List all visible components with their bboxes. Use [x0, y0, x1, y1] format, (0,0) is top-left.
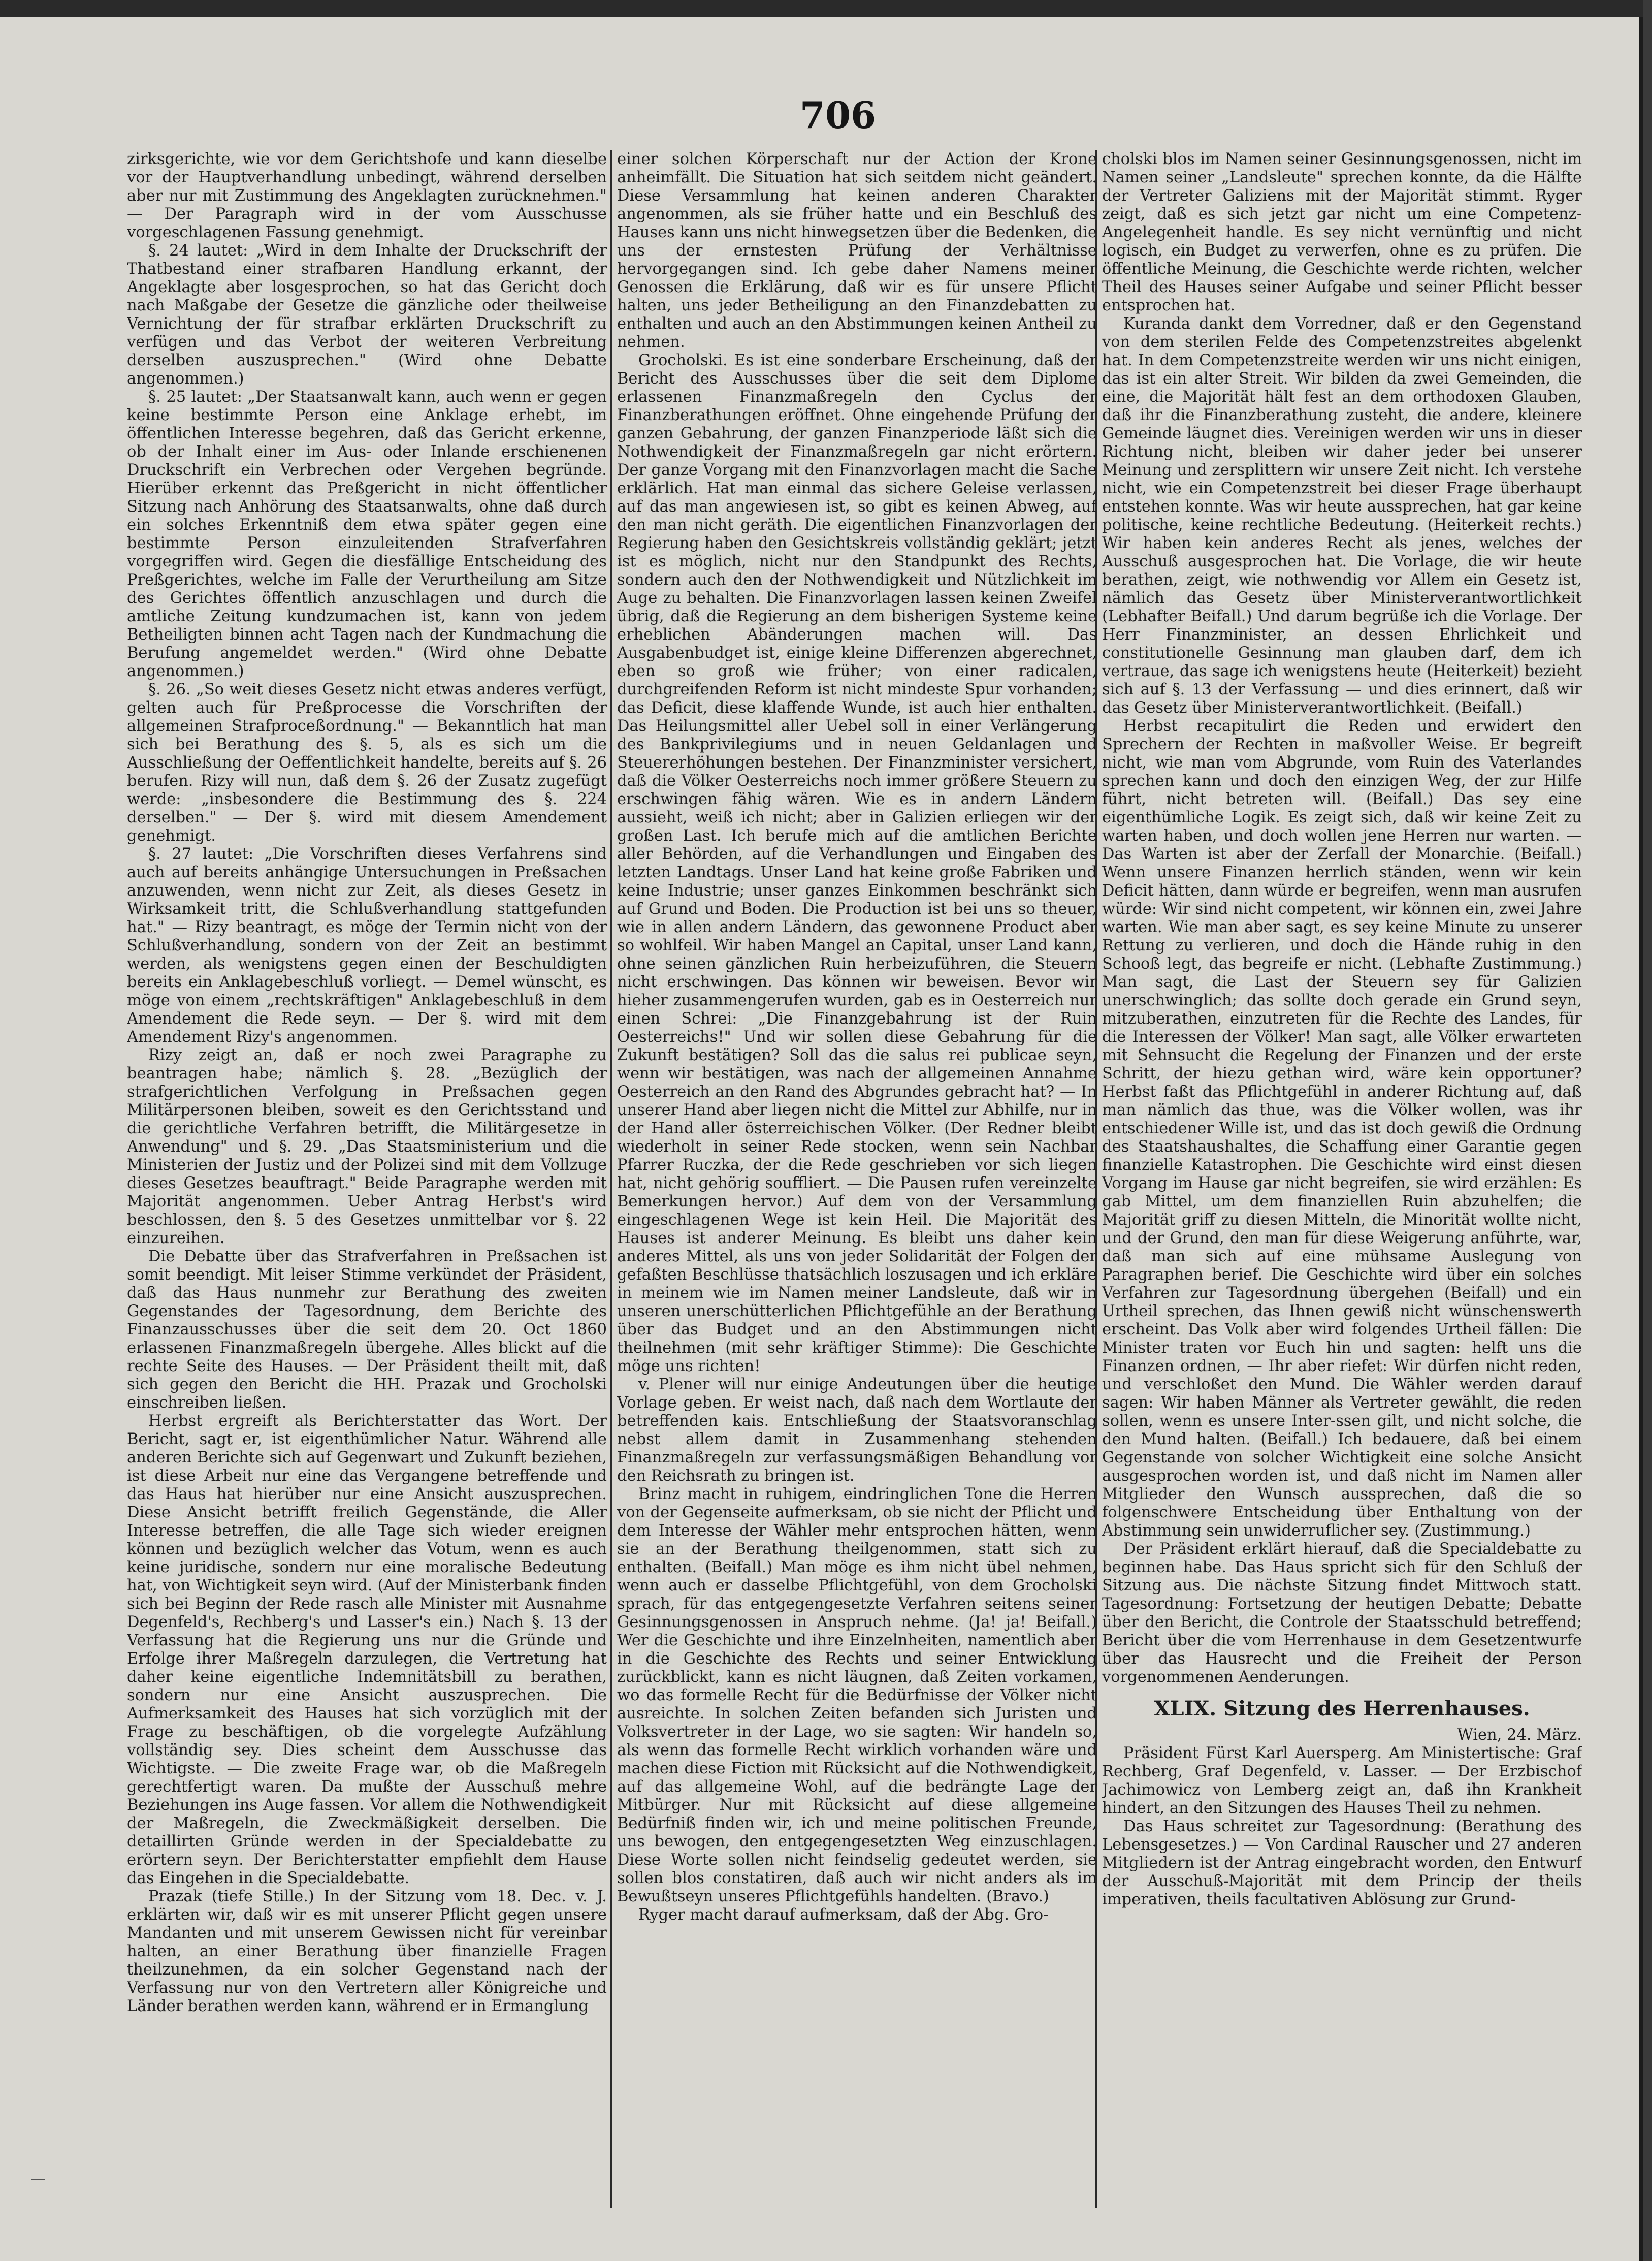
- section-heading: XLIX. Sitzung des Herrenhauses.: [1154, 1697, 1530, 1721]
- paragraph: §. 25 lautet: „Der Staatsanwalt kann, auch wenn er gegen keine bestimmte Person eine Anklage erhebt, im öffentlichen Interesse begehren, daß das Gericht erkenne, ob der Inhalt einer im Aus- oder Inlande erschienenen Druckschrift ein Verbrechen oder Vergehen begründe. Hierüber erkennt das Preßgericht in nicht öffentlicher Sitzung nach Anhörung des Staatsanwalts, ohne daß durch ein solches Erkenntniß dem etwa später gegen eine bestimmte Person einzuleitenden Strafverfahren vorgegriffen wird. Gegen die diesfällige Entscheidung des Preßgerichtes, welche im Falle der Verurtheilung am Sitze des Gerichtes öffentlich anzuschlagen und durch die amtliche Zeitung kundzumachen ist, kann von jedem Betheiligten binnen acht Tagen nach der Kundmachung die Berufung angemeldet werden." (Wird ohne Debatte angenommen.): [127, 388, 607, 680]
- column-1: [127, 150, 607, 2233]
- column-rule-1: [610, 150, 612, 2208]
- page-number: 706: [799, 93, 877, 137]
- paragraph: zirksgerichte, wie vor dem Gerichtshofe und kann dieselbe vor der Hauptverhandlung unbedingt, während derselben aber nur mit Zustimmung des Angeklagten zurücknehmen." — Der Paragraph wird in der vom Ausschusse vorgeschlagenen Fassung genehmigt.: [127, 150, 607, 241]
- paragraph: Herbst recapitulirt die Reden und erwidert den Sprechern der Rechten in maßvoller Weise. Er begreift nicht, wie man vom Abgrunde, vom Ruin des Vaterlandes sprechen kann und doch den einzigen Weg, der zur Hilfe führt, nicht betreten will. (Beifall.) Das sey eine eigenthümliche Logik. Es zeigt sich, daß wir keine Zeit zu warten haben, und doch wollen jene Herren nur warten. — Das Warten ist aber der Zerfall der Monarchie. (Beifall.) Wenn unsere Finanzen herrlich ständen, wenn wir kein Deficit hätten, dann würde er begreifen, wenn man ausrufen würde: Wir sind nicht competent, wir können ein, zwei Jahre warten. Wie man aber sagt, es sey keine Minute zu unserer Rettung zu verlieren, und doch die Hände ruhig in den Schooß legt, das begreife er nicht. (Lebhafte Zustimmung.) Man sagt, die Last der Steuern sey für Galizien unerschwinglich; das sollte doch gerade ein Grund seyn, mitzuberathen, einzutreten für die Rechte des Landes, für die Interessen der Völker! Man sagt, alle Völker erwarteten mit Sehnsucht die Regelung der Finanzen und der erste Schritt, der hiezu gethan wird, wäre kein opportuner? Herbst faßt das Pflichtgefühl in anderer Richtung auf, daß man nämlich das thue, was die Völker wollen, was ihr entschiedener Wille ist, und das ist doch gewiß die Ordnung des Staatshaushaltes, die Schaffung einer Garantie gegen finanzielle Katastrophen. Die Geschichte wird einst diesen Vorgang im Hause gar nicht begreifen, sie wird erzählen: Es gab Mittel, um dem finanziellen Ruin abzuhelfen; die Majorität griff zu diesen Mitteln, die Minorität wollte nicht, und der Grund, den man für diese Weigerung anführte, war, daß man sich auf eine mühsame Auslegung von Paragraphen berief. Die Geschichte wird über ein solches Verfahren zur Tagesordnung übergehen (Beifall) und ein Urtheil sprechen, das Ihnen gewiß nicht wünschenswerth erscheint. Das Volk aber wird folgendes Urtheil fällen: Die Minister traten vor Euch hin und sagten: helft uns die Finanzen ordnen, — Ihr aber riefet: Wir dürfen nicht reden, und verschloßet den Mund. Die Wähler werden darauf sagen: Wir haben Männer als Vertreter gewählt, die reden sollen, wenn es unsere Inter-ssen gilt, und nicht solche, die den Mund halten. (Beifall.) Ich bedauere, daß bei einem Gegenstande von solcher Wichtigkeit eine solche Ansicht ausgesprochen worden ist, und daß nicht im Namen aller Mitglieder den Wunsch aussprechen, daß die so folgenschwere Entscheidung über Enthaltung von der Abstimmung sein unwiderruflicher sey. (Zustimmung.): [1102, 717, 1582, 1540]
- paragraph: einer solchen Körperschaft nur der Action der Krone anheimfällt. Die Situation hat sich seitdem nicht geändert. Diese Versammlung hat keinen anderen Charakter angenommen, als sie früher hatte und ein Beschluß des Hauses kann uns nicht hinwegsetzen über die Bedenken, die uns der ernstesten Prüfung der Verhältnisse hervorgegangen sind. Ich gebe daher Namens meiner Genossen die Erklärung, daß wir es für unsere Pflicht halten, uns jeder Betheiligung an den Finanzdebatten zu enthalten und auch an den Abstimmungen keinen Antheil zu nehmen.: [617, 150, 1097, 351]
- newspaper-page: [0, 17, 1639, 2261]
- paragraph: Die Debatte über das Strafverfahren in Preßsachen ist somit beendigt. Mit leiser Stimme verkündet der Präsident, daß das Haus nunmehr zur Berathung des zweiten Gegenstandes der Tagesordnung, dem Berichte des Finanzausschusses über die seit dem 20. Oct 1860 erlassenen Finanzmaßregeln übergehe. Alles blickt auf die rechte Seite des Hauses. — Der Präsident theilt mit, daß sich gegen den Bericht die HH. Prazak und Grocholski einschreiben ließen.: [127, 1248, 607, 1412]
- paragraph: Der Präsident erklärt hierauf, daß die Specialdebatte zu beginnen habe. Das Haus spricht sich für den Schluß der Sitzung aus. Die nächste Sitzung findet Mittwoch statt. Tagesordnung: Fortsetzung der heutigen Debatte; Debatte über den Bericht, die Controle der Staatsschuld betreffend; Bericht über die vom Herrenhause in dem Gesetzentwurfe über das Hausrecht und die Freiheit der Person vorgenommenen Aenderungen.: [1102, 1540, 1582, 1686]
- paragraph: Grocholski. Es ist eine sonderbare Erscheinung, daß der Bericht des Ausschusses über die seit dem Diplome erlassenen Finanzmaßregeln den Cyclus der Finanzberathungen eröffnet. Ohne eingehende Prüfung der ganzen Gebahrung, der ganzen Finanzperiode läßt sich die Nothwendigkeit der Finanzmaßregeln gar nicht erörtern. Der ganze Vorgang mit den Finanzvorlagen macht die Sache erklärlich. Hat man einmal das sichere Geleise verlassen, auf das man angewiesen ist, so gibt es keinen Abweg, auf den man nicht geräth. Die eigentlichen Finanzvorlagen der Regierung haben den Gesichtskreis vollständig geklärt; jetzt ist es möglich, nicht nur den Standpunkt des Rechts, sondern auch den der Nothwendigkeit und Nützlichkeit im Auge zu behalten. Die Finanzvorlagen lassen keinen Zweifel übrig, daß die Regierung an dem bisherigen Systeme keine erheblichen Abänderungen machen will. Das Ausgabenbudget ist, einige kleine Differenzen abgerechnet, eben so groß wie früher; von einer radicalen, durchgreifenden Reform ist nicht mindeste Spur vorhanden; das Deficit, diese klaffende Wunde, ist auch hier enthalten. Das Heilungsmittel aller Uebel soll in einer Verlängerung des Bankprivilegiums und in neuen Geldanlagen und Steuererhöhungen bestehen. Der Finanzminister versichert, daß die Völker Oesterreichs noch immer größere Steuern zu erschwingen fähig wären. Wie es in andern Ländern aussieht, weiß ich nicht; aber in Galizien erliegen wir der großen Last. Ich berufe mich auf die amtlichen Berichte aller Behörden, auf die Verhandlungen und Eingaben des letzten Landtags. Unser Land hat keine große Fabriken und keine Industrie; unser ganzes Einkommen beschränkt sich auf Grund und Boden. Die Production ist bei uns so theuer, wie in allen andern Ländern, das gewonnene Product aber so wohlfeil. Wir haben Mangel an Capital, unser Land kann, ohne seinen gänzlichen Ruin herbeizuführen, die Steuern nicht erschwingen. Das können wir beweisen. Bevor wir hieher zusammengerufen wurden, gab es in Oesterreich nur einen Schrei: „Die Finanzgebahrung ist der Ruin Oesterreichs!" Und wir sollen diese Gebahrung für die Zukunft bestätigen? Soll das die salus rei publicae seyn, wenn wir bestätigen, was nach der allgemeinen Annahme Oesterreich an den Rand des Abgrundes gebracht hat? — In unserer Hand aber liegen nicht die Mittel zur Abhilfe, nur in der Hand aller österreichischen Völker. (Der Redner bleibt wiederholt in seiner Rede stocken, wenn sein Nachbar Pfarrer Ruczka, der die Rede geschrieben vor sich liegen hat, nicht gehörig souffliert. — Die Pausen rufen vereinzelte Bemerkungen hervor.) Auf dem von der Versammlung eingeschlagenen Wege ist kein Heil. Die Majorität des Hauses ist anderer Meinung. Es bleibt uns daher kein anderes Mittel, als uns von jeder Solidarität der Folgen der gefaßten Beschlüsse thatsächlich loszusagen und ich erkläre in meinem wie im Namen meiner Landsleute, daß wir in unseren unerschütterlichen Pflichtgefühle an der Berathung über das Budget und an den Abstimmungen nicht theilnehmen (mit sehr kräftiger Stimme): Die Geschichte möge uns richten!: [617, 352, 1097, 1375]
- dateline: Wien, 24. März.: [1457, 1726, 1582, 1744]
- scan-right-edge: [1643, 0, 1652, 2261]
- paragraph: Rizy zeigt an, daß er noch zwei Paragraphe zu beantragen habe; nämlich §. 28. „Bezüglich der strafgerichtlichen Verfolgung in Preßsachen gegen Militärpersonen bleiben, soweit es den Gerichtsstand und die gerichtliche Verfahren betrifft, die Militärgesetze in Anwendung" und §. 29. „Das Staatsministerium und die Ministerien der Justiz und der Polizei sind mit dem Vollzuge dieses Gesetzes beauftragt." Beide Paragraphe werden mit Majorität angenommen. Ueber Antrag Herbst's wird beschlossen, den §. 5 des Gesetzes unmittelbar vor §. 22 einzureihen.: [127, 1046, 607, 1247]
- paragraph: §. 24 lautet: „Wird in dem Inhalte der Druckschrift der Thatbestand einer strafbaren Handlung erkannt, der Angeklagte aber losgesprochen, so hat das Gericht doch nach Maßgabe der Gesetze die gänzliche oder theilweise Vernichtung der für strafbar erklärten Druckschrift zu verfügen und das Verbot der weiteren Verbreitung derselben auszusprechen." (Wird ohne Debatte angenommen.): [127, 242, 607, 388]
- paragraph: Herbst ergreift als Berichterstatter das Wort. Der Bericht, sagt er, ist eigenthümlicher Natur. Während alle anderen Berichte sich auf Gegenwart und Zukunft beziehen, ist diese Arbeit nur eine das Vergangene betreffende und das Haus hat hierüber nur eine Ansicht auszusprechen. Diese Ansicht betrifft freilich Gegenstände, die Aller Interesse betreffen, die alle Tage sich wieder ereignen können und bezüglich welcher das Votum, wenn es auch keine juridische, sondern nur eine moralische Bedeutung hat, von Wichtigkeit seyn wird. (Auf der Ministerbank finden sich bei Beginn der Rede rasch alle Minister mit Ausnahme Degenfeld's, Rechberg's und Lasser's ein.) Nach §. 13 der Verfassung hat die Regierung uns nur die Gründe und Erfolge ihrer Maßregeln darzulegen, die Vertretung hat daher keine eigentliche Indemnitätsbill zu berathen, sondern nur eine Ansicht auszusprechen. Die Aufmerksamkeit des Hauses hat sich vorzüglich mit der Frage zu beschäftigen, ob die vorgelegte Aufzählung vollständig sey. Dies scheint dem Ausschusse das Wichtigste. — Die zweite Frage war, ob die Maßregeln gerechtfertigt waren. Da mußte der Ausschuß mehre Beziehungen ins Auge fassen. Vor allem die Nothwendigkeit der Maßregeln, die Zweckmäßigkeit derselben. Die detaillirten Gründe werden in der Specialdebatte zu erörtern seyn. Der Berichterstatter empfiehlt dem Hause das Eingehen in die Specialdebatte.: [127, 1412, 607, 1887]
- paragraph: §. 27 lautet: „Die Vorschriften dieses Verfahrens sind auch auf bereits anhängige Untersuchungen in Preßsachen anzuwenden, wenn nicht zur Zeit, als dieses Gesetz in Wirksamkeit tritt, die Schlußverhandlung stattgefunden hat." — Rizy beantragt, es möge der Termin nicht von der Schlußverhandlung, sondern von der Zeit an bestimmt werden, als wenigstens gegen einen der Beschuldigten bereits ein Anklagebeschluß vorliegt. — Demel wünscht, es möge von einem „rechtskräftigen" Anklagebeschluß in dem Amendement die Rede seyn. — Der §. wird mit dem Amendement Rizy's angenommen.: [127, 845, 607, 1046]
- paragraph: Brinz macht in ruhigem, eindringlichen Tone die Herren von der Gegenseite aufmerksam, ob sie nicht der Pflicht und dem Interesse der Wähler mehr entsprochen hätten, wenn sie an der Berathung theilgenommen, statt sich zu enthalten. (Beifall.) Man möge es ihm nicht übel nehmen, wenn auch er dasselbe Pflichtgefühl, von dem Grocholski sprach, für das entgegengesetzte Verfahren seitens seiner Gesinnungsgenossen in Anspruch nehme. (Ja! ja! Beifall.) Wer die Geschichte und ihre Einzelnheiten, namentlich aber in die Geschichte des Rechts und seiner Entwicklung zurückblickt, kann es nicht läugnen, daß Zeiten vorkamen, wo das formelle Recht für die Bedürfnisse der Völker nicht ausreichte. In solchen Zeiten befanden sich Juristen und Volksvertreter in der Lage, wo sie sagten: Wir handeln so, als wenn das formelle Recht wirklich vorhanden wäre und machen diese Fiction mit Rücksicht auf die Nothwendigkeit, auf das allgemeine Wohl, auf die bedrängte Lage der Mitbürger. Nur mit Rücksicht auf diese allgemeine Bedürfniß finden wir, ich und meine politischen Freunde, uns bewogen, den entgegengesetzten Weg einzuschlagen. Diese Worte sollen nicht feindselig gedeutet werden, sie sollen blos constatiren, daß auch wir nicht anders als im Bewußtseyn unseres Pflichtgefühls handelten. (Bravo.): [617, 1485, 1097, 1905]
- paragraph: Kuranda dankt dem Vorredner, daß er den Gegenstand von dem sterilen Felde des Competenzstreites abgelenkt hat. In dem Competenzstreite werden wir uns nicht einigen, das ist ein alter Streit. Wir bilden da zwei Gemeinden, die eine, die Majorität hält fest an dem orthodoxen Glauben, daß ihr die Finanzberathung zusteht, die andere, kleinere Gemeinde läugnet dies. Vereinigen werden wir uns in dieser Richtung nicht, bleiben wir daher jeder bei unserer Meinung und zersplittern wir unsere Zeit nicht. Ich verstehe nicht, wie ein Competenzstreit bei dieser Frage überhaupt entstehen konnte. Was wir heute aussprechen, hat gar keine politische, keine rechtliche Bedeutung. (Heiterkeit rechts.) Wir haben kein anderes Recht als jenes, welches der Ausschuß ausgesprochen hat. Die Vorlage, die wir heute berathen, zeigt, wie nothwendig vor Allem ein Gesetz ist, nämlich das Gesetz über Ministerverantwortlichkeit (Lebhafter Beifall.) Und darum begrüße ich die Vorlage. Der Herr Finanzminister, an dessen Ehrlichkeit und constitutionelle Gesinnung man glauben darf, dem ich vertraue, das sage ich wenigstens heute (Heiterkeit) bezieht sich auf §. 13 der Verfassung — und dies erinnert, daß wir das Gesetz über Ministerverantwortlichkeit. (Beifall.): [1102, 315, 1582, 717]
- column-2: [617, 150, 1097, 2233]
- paragraph: Präsident Fürst Karl Auersperg. Am Ministertische: Graf Rechberg, Graf Degenfeld, v. Lasser. — Der Erzbischof Jachimowicz von Lemberg zeigt an, daß ihn Krankheit hindert, an den Sitzungen des Hauses Theil zu nehmen.: [1102, 1744, 1582, 1817]
- paragraph: §. 26. „So weit dieses Gesetz nicht etwas anderes verfügt, gelten auch für Preßprocesse die Vorschriften der allgemeinen Strafproceßordnung." — Bekanntlich hat man sich bei Berathung des §. 5, als es sich um die Ausschließung der Oeffentlichkeit handelte, bereits auf §. 26 berufen. Rizy will nun, daß dem §. 26 der Zusatz zugefügt werde: „insbesondere die Bestimmung des §. 224 derselben." — Der §. wird mit diesem Amendement genehmigt.: [127, 681, 607, 845]
- column-3: [1102, 150, 1582, 2233]
- margin-mark: [31, 2179, 45, 2180]
- paragraph: v. Plener will nur einige Andeutungen über die heutige Vorlage geben. Er weist nach, daß nach dem Wortlaute der betreffenden kais. Entschließung der Staatsvoranschlag nebst allem damit in Zusammenhang stehenden Finanzmaßregeln zur verfassungsmäßigen Behandlung vor den Reichsrath zu bringen ist.: [617, 1376, 1097, 1485]
- paragraph: Das Haus schreitet zur Tagesordnung: (Berathung des Lebensgesetzes.) — Von Cardinal Rauscher und 27 anderen Mitgliedern ist der Antrag eingebracht worden, den Entwurf der Ausschuß-Majorität mit dem Princip der theils imperativen, theils facultativen Ablösung zur Grund-: [1102, 1818, 1582, 1908]
- paragraph: Prazak (tiefe Stille.) In der Sitzung vom 18. Dec. v. J. erklärten wir, daß wir es mit unserer Pflicht gegen unsere Mandanten und mit unserem Gewissen nicht für vereinbar halten, an einer Berathung über finanzielle Fragen theilzunehmen, da ein solcher Gegenstand nach der Verfassung nur von den Vertretern aller Königreiche und Länder berathen werden kann, während er in Ermanglung: [127, 1888, 607, 2015]
- paragraph: Ryger macht darauf aufmerksam, daß der Abg. Gro-: [638, 1906, 1049, 1924]
- scan-top-edge: [0, 0, 1652, 17]
- paragraph: cholski blos im Namen seiner Gesinnungsgenossen, nicht im Namen seiner „Landsleute" sprechen konnte, da die Hälfte der Vertreter Galiziens mit der Majorität stimmt. Ryger zeigt, daß es sich jetzt gar nicht um eine Competenz-Angelegenheit handle. Es sey nicht vernünftig und nicht logisch, ein Budget zu verwerfen, ohne es zu prüfen. Die öffentliche Meinung, die Geschichte werde richten, welcher Theil des Hauses seiner Aufgabe und seiner Pflicht besser entsprochen hat.: [1102, 150, 1582, 314]
